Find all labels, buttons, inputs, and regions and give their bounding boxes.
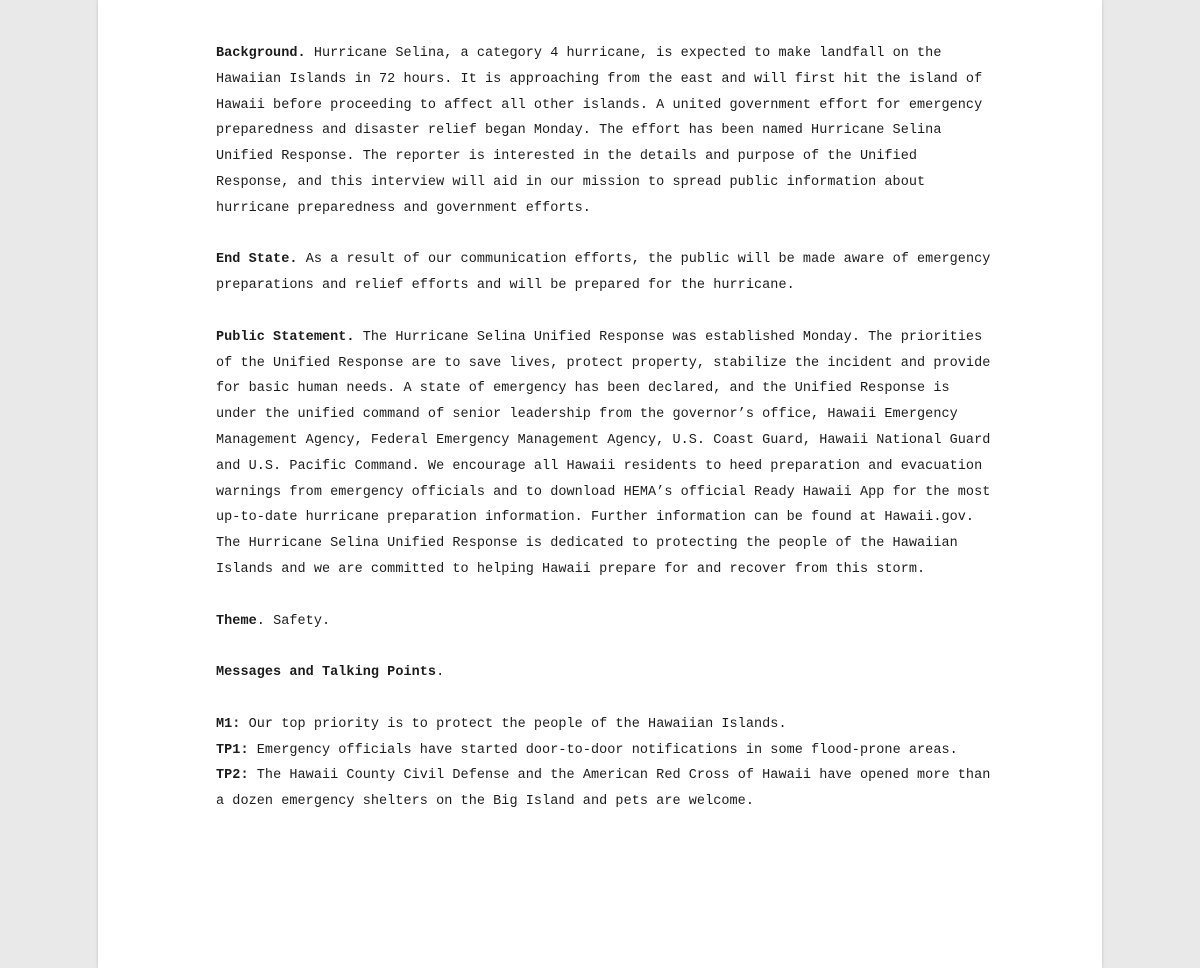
messages-heading: Messages and Talking Points. xyxy=(216,665,445,681)
document-body xyxy=(216,41,996,815)
end-state-text: As a result of our communication efforts, the public will be made aware of emergency preparations and relief efforts and will be prepared for the hurricane. xyxy=(216,252,991,294)
theme-label: Theme xyxy=(216,613,257,629)
background-label: Background xyxy=(216,46,298,61)
public-statement-text: The Hurricane Selina Unified Response was established Monday. The priorities of the Unified Response are to save lives, protect property, stabilize the incident and provide for basic human needs. A state of emergency has been declared, and the Unified Response is under the unified command of senior leadership from the governor’s office, Hawaii Emergency Management Agency, Federal Emergency Management Agency, U.S. Coast Guard, Hawaii National Guard and U.S. Pacific Command. We encourage all Hawaii residents to heed preparation and evacuation warnings from emergency officials and to download HEMA’s official Ready Hawaii App for the most up-to-date hurricane preparation information. Further information can be found at Hawaii.gov. The Hurricane Selina Unified Response is dedicated to protecting the people of the Hawaiian Islands and we are committed to helping Hawaii prepare for and recover from this storm. xyxy=(216,329,991,577)
background-paragraph: Background. Hurricane Selina, a category 4 hurricane, is expected to make landfall on the Hawaiian Islands in 72 hours. It is approaching from the east and will first hit the island of Hawaii before proceeding to affect all other islands. A united government effort for emergency preparedness and disaster relief began Monday. The effort has been named Hurricane Selina Unified Response. The reporter is interested in the details and purpose of the Unified Response, and this interview will aid in our mission to spread public information about hurricane preparedness and government efforts. xyxy=(216,46,983,216)
point-tp2-label: TP2: xyxy=(216,768,249,784)
public-statement-paragraph: Public Statement. The Hurricane Selina Unified Response was established Monday. The priorities of the Unified Response are to save lives, protect property, stabilize the incident and provide for basic human needs. A state of emergency has been declared, and the Unified Response is under the unified command of senior leadership from the governor’s office, Hawaii Emergency Management Agency, Federal Emergency Management Agency, U.S. Coast Guard, Hawaii National Guard and U.S. Pacific Command. We encourage all Hawaii residents to heed preparation and evacuation warnings from emergency officials and to download HEMA’s official Ready Hawaii App for the most up-to-date hurricane preparation information. Further information can be found at Hawaii.gov. The Hurricane Selina Unified Response is dedicated to protecting the people of the Hawaiian Islands and we are committed to helping Hawaii prepare for and recover from this storm. xyxy=(216,329,991,577)
messages-heading-label: Messages and Talking Points xyxy=(216,665,437,681)
public-statement-label: Public Statement xyxy=(216,329,347,345)
end-state-label: End State xyxy=(216,252,290,268)
end-state-paragraph: End State. As a result of our communication efforts, the public will be made aware of emergency preparations and relief efforts and will be prepared for the hurricane. xyxy=(216,252,991,294)
theme-text: Safety. xyxy=(273,613,331,629)
point-tp1-text: Emergency officials have started door-to-door notifications in some flood-prone areas. xyxy=(256,742,958,758)
background-text: Hurricane Selina, a category 4 hurricane, is expected to make landfall on the Hawaiian Islands in 72 hours. It is approaching from the east and will first hit the island of Hawaii before proceeding to affect all other islands. A united government effort for emergency preparedness and disaster relief began Monday. The effort has been named Hurricane Selina Unified Response. The reporter is interested in the details and purpose of the Unified Response, and this interview will aid in our mission to spread public information about hurricane preparedness and government efforts. xyxy=(216,46,983,216)
point-tp1 xyxy=(216,738,996,764)
point-tp2 xyxy=(216,763,996,815)
document-page xyxy=(98,0,1102,968)
point-tp1-label: TP1: xyxy=(216,742,249,758)
point-tp2-text: The Hawaii County Civil Defense and the American Red Cross of Hawaii have opened more than a dozen emergency shelters on the Big Island and pets are welcome. xyxy=(216,768,991,810)
point-m1-text: Our top priority is to protect the people of the Hawaiian Islands. xyxy=(248,716,787,732)
point-m1 xyxy=(216,712,996,738)
theme-paragraph: Theme. Safety. xyxy=(216,613,331,629)
point-m1-label: M1: xyxy=(216,716,241,732)
